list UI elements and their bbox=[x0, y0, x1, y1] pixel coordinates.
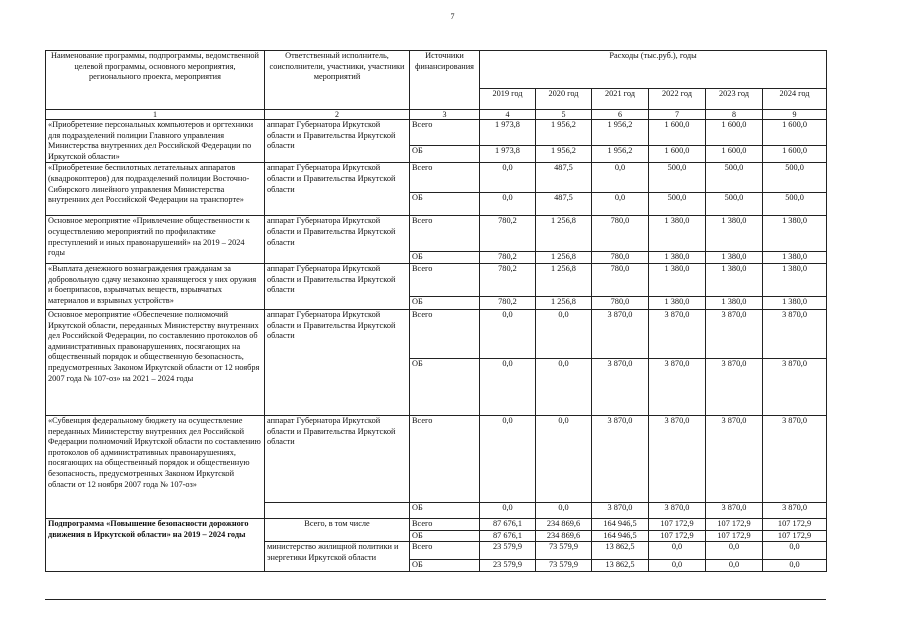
value-cell: 234 869,6 bbox=[536, 530, 592, 542]
column-index: 8 bbox=[706, 110, 763, 120]
value-cell: 3 870,0 bbox=[763, 310, 827, 359]
funding-source: Всего bbox=[410, 310, 480, 359]
subprogram-ministry: министерство жилищной политики и энергетики Иркутской области bbox=[265, 542, 410, 572]
value-cell: 1 956,2 bbox=[536, 120, 592, 146]
executor-name: аппарат Губернатора Иркутской области и Правительства Иркутской области bbox=[265, 120, 410, 163]
value-cell: 0,0 bbox=[649, 560, 706, 572]
funding-source: ОБ bbox=[410, 560, 480, 572]
value-cell: 3 870,0 bbox=[706, 310, 763, 359]
value-cell: 0,0 bbox=[763, 560, 827, 572]
funding-source: Всего bbox=[410, 216, 480, 252]
value-cell: 107 172,9 bbox=[649, 530, 706, 542]
column-index: 7 bbox=[649, 110, 706, 120]
value-cell: 73 579,9 bbox=[536, 542, 592, 560]
value-cell: 107 172,9 bbox=[649, 519, 706, 531]
value-cell: 1 256,8 bbox=[536, 264, 592, 297]
value-cell: 1 380,0 bbox=[706, 297, 763, 310]
value-cell: 3 870,0 bbox=[592, 310, 649, 359]
measure-name: Основное мероприятие «Обеспечение полномочий Иркутской области, переданных Министерству внутренних дел Российской Федерации, по составлению протоколов об административных правонарушениях, посягающих на общественный порядок и общественную безопасность, предусмотренных Законом Иркутской области от 12 ноября 2007 года № 107-оз» на 2021 – 2024 годы bbox=[46, 310, 265, 416]
value-cell: 1 973,8 bbox=[480, 120, 536, 146]
value-cell: 3 870,0 bbox=[592, 503, 649, 519]
value-cell: 0,0 bbox=[592, 163, 649, 193]
value-cell: 3 870,0 bbox=[649, 416, 706, 503]
value-cell: 0,0 bbox=[536, 359, 592, 416]
funding-source: ОБ bbox=[410, 145, 480, 163]
value-cell: 1 380,0 bbox=[763, 297, 827, 310]
funding-source: ОБ bbox=[410, 359, 480, 416]
measure-name: «Приобретение беспилотных летательных аппаратов (квадрокоптеров) для подразделений полиции Восточно-Сибирского линейного управления Министерства внутренних дел Российской Федерации на транспорте» bbox=[46, 163, 265, 216]
value-cell: 3 870,0 bbox=[763, 503, 827, 519]
value-cell: 3 870,0 bbox=[592, 359, 649, 416]
header-year: 2024 год bbox=[763, 89, 827, 110]
value-cell: 780,2 bbox=[480, 297, 536, 310]
value-cell: 3 870,0 bbox=[649, 310, 706, 359]
value-cell: 1 256,8 bbox=[536, 252, 592, 264]
executor-name: аппарат Губернатора Иркутской области и Правительства Иркутской области bbox=[265, 416, 410, 503]
table-row bbox=[46, 120, 827, 146]
value-cell: 780,0 bbox=[592, 297, 649, 310]
value-cell: 1 380,0 bbox=[649, 264, 706, 297]
table-row bbox=[46, 216, 827, 252]
value-cell: 87 676,1 bbox=[480, 519, 536, 531]
funding-source: ОБ bbox=[410, 193, 480, 216]
value-cell: 1 380,0 bbox=[706, 264, 763, 297]
value-cell: 500,0 bbox=[763, 193, 827, 216]
executor-empty bbox=[265, 503, 410, 519]
funding-source: Всего bbox=[410, 542, 480, 560]
header-year: 2022 год bbox=[649, 89, 706, 110]
value-cell: 0,0 bbox=[480, 310, 536, 359]
column-index: 4 bbox=[480, 110, 536, 120]
header-expenses: Расходы (тыс.руб.), годы bbox=[480, 51, 827, 89]
funding-source: Всего bbox=[410, 264, 480, 297]
column-index: 2 bbox=[265, 110, 410, 120]
value-cell: 780,0 bbox=[592, 264, 649, 297]
value-cell: 500,0 bbox=[649, 163, 706, 193]
value-cell: 164 946,5 bbox=[592, 530, 649, 542]
column-index: 9 bbox=[763, 110, 827, 120]
value-cell: 0,0 bbox=[480, 193, 536, 216]
value-cell: 3 870,0 bbox=[763, 416, 827, 503]
value-cell: 3 870,0 bbox=[592, 416, 649, 503]
table-row bbox=[46, 310, 827, 359]
executor-name: аппарат Губернатора Иркутской области и Правительства Иркутской области bbox=[265, 264, 410, 310]
value-cell: 1 380,0 bbox=[649, 297, 706, 310]
value-cell: 234 869,6 bbox=[536, 519, 592, 531]
value-cell: 164 946,5 bbox=[592, 519, 649, 531]
value-cell: 0,0 bbox=[706, 560, 763, 572]
budget-table bbox=[45, 50, 827, 572]
value-cell: 0,0 bbox=[536, 416, 592, 503]
value-cell: 1 956,2 bbox=[592, 145, 649, 163]
value-cell: 500,0 bbox=[706, 193, 763, 216]
funding-source: Всего bbox=[410, 416, 480, 503]
value-cell: 0,0 bbox=[480, 163, 536, 193]
value-cell: 0,0 bbox=[536, 310, 592, 359]
value-cell: 1 380,0 bbox=[706, 252, 763, 264]
value-cell: 1 956,2 bbox=[536, 145, 592, 163]
value-cell: 1 600,0 bbox=[649, 120, 706, 146]
header-source: Источники финансирования bbox=[410, 51, 480, 110]
subprogram-total-label: Всего, в том числе bbox=[265, 519, 410, 542]
value-cell: 3 870,0 bbox=[706, 503, 763, 519]
table-row bbox=[46, 264, 827, 297]
value-cell: 780,0 bbox=[592, 252, 649, 264]
value-cell: 3 870,0 bbox=[706, 359, 763, 416]
funding-source: ОБ bbox=[410, 297, 480, 310]
header-year: 2021 год bbox=[592, 89, 649, 110]
executor-name: аппарат Губернатора Иркутской области и Правительства Иркутской области bbox=[265, 216, 410, 264]
value-cell: 0,0 bbox=[480, 359, 536, 416]
value-cell: 1 600,0 bbox=[649, 145, 706, 163]
value-cell: 1 380,0 bbox=[763, 264, 827, 297]
value-cell: 500,0 bbox=[649, 193, 706, 216]
column-index: 1 bbox=[46, 110, 265, 120]
value-cell: 3 870,0 bbox=[649, 359, 706, 416]
value-cell: 3 870,0 bbox=[706, 416, 763, 503]
value-cell: 23 579,9 bbox=[480, 560, 536, 572]
column-index: 6 bbox=[592, 110, 649, 120]
value-cell: 3 870,0 bbox=[763, 359, 827, 416]
value-cell: 0,0 bbox=[480, 416, 536, 503]
value-cell: 107 172,9 bbox=[706, 519, 763, 531]
table-row bbox=[46, 163, 827, 193]
value-cell: 0,0 bbox=[763, 542, 827, 560]
header-year: 2020 год bbox=[536, 89, 592, 110]
funding-source: Всего bbox=[410, 163, 480, 193]
value-cell: 13 862,5 bbox=[592, 560, 649, 572]
funding-source: Всего bbox=[410, 519, 480, 531]
funding-source: ОБ bbox=[410, 530, 480, 542]
value-cell: 780,2 bbox=[480, 264, 536, 297]
value-cell: 1 380,0 bbox=[763, 252, 827, 264]
value-cell: 780,2 bbox=[480, 252, 536, 264]
header-name: Наименование программы, подпрограммы, ведомственной целевой программы, основного мероприятия, регионального проекта, мероприятия bbox=[46, 51, 265, 110]
value-cell: 500,0 bbox=[706, 163, 763, 193]
table-continuation-edge bbox=[45, 599, 826, 600]
value-cell: 1 600,0 bbox=[763, 120, 827, 146]
value-cell: 107 172,9 bbox=[763, 519, 827, 531]
page-number: 7 bbox=[450, 12, 455, 21]
value-cell: 487,5 bbox=[536, 163, 592, 193]
value-cell: 0,0 bbox=[706, 542, 763, 560]
value-cell: 0,0 bbox=[536, 503, 592, 519]
value-cell: 107 172,9 bbox=[763, 530, 827, 542]
value-cell: 0,0 bbox=[649, 542, 706, 560]
value-cell: 1 600,0 bbox=[706, 120, 763, 146]
column-index: 3 bbox=[410, 110, 480, 120]
executor-name: аппарат Губернатора Иркутской области и Правительства Иркутской области bbox=[265, 163, 410, 216]
value-cell: 500,0 bbox=[763, 163, 827, 193]
value-cell: 87 676,1 bbox=[480, 530, 536, 542]
table-row bbox=[46, 416, 827, 503]
header-year: 2023 год bbox=[706, 89, 763, 110]
value-cell: 487,5 bbox=[536, 193, 592, 216]
value-cell: 13 862,5 bbox=[592, 542, 649, 560]
value-cell: 1 956,2 bbox=[592, 120, 649, 146]
measure-name: «Субвенция федеральному бюджету на осуществление переданных Министерству внутренних дел Российской Федерации полномочий Иркутской области по составлению протоколов об административных правонарушениях, посягающих на общественный порядок и общественную безопасность, предусмотренных Законом Иркутской области от 12 ноября 2007 года № 107-оз» bbox=[46, 416, 265, 519]
value-cell: 1 380,0 bbox=[706, 216, 763, 252]
funding-source: ОБ bbox=[410, 252, 480, 264]
executor-name: аппарат Губернатора Иркутской области и Правительства Иркутской области bbox=[265, 310, 410, 416]
measure-name: «Приобретение персональных компьютеров и оргтехники для подразделений полиции Главного управления Министерства внутренних дел Российской Федерации по Иркутской области» bbox=[46, 120, 265, 163]
value-cell: 23 579,9 bbox=[480, 542, 536, 560]
value-cell: 1 380,0 bbox=[649, 216, 706, 252]
measure-name: «Выплата денежного вознаграждения гражданам за добровольную сдачу незаконно хранящегося у них оружия и боеприпасов, взрывчатых веществ, взрывчатых материалов и взрывных устройств» bbox=[46, 264, 265, 310]
value-cell: 1 973,8 bbox=[480, 145, 536, 163]
funding-source: Всего bbox=[410, 120, 480, 146]
table-row bbox=[46, 519, 827, 531]
value-cell: 780,2 bbox=[480, 216, 536, 252]
header-executor: Ответственный исполнитель, соисполнители, участники, участники мероприятий bbox=[265, 51, 410, 110]
subprogram-name: Подпрограмма «Повышение безопасности дорожного движения в Иркутской области» на 2019 – 2024 годы bbox=[46, 519, 265, 572]
value-cell: 1 600,0 bbox=[763, 145, 827, 163]
value-cell: 107 172,9 bbox=[706, 530, 763, 542]
value-cell: 3 870,0 bbox=[649, 503, 706, 519]
value-cell: 1 380,0 bbox=[649, 252, 706, 264]
value-cell: 0,0 bbox=[480, 503, 536, 519]
value-cell: 73 579,9 bbox=[536, 560, 592, 572]
funding-source: ОБ bbox=[410, 503, 480, 519]
header-year: 2019 год bbox=[480, 89, 536, 110]
value-cell: 1 256,8 bbox=[536, 216, 592, 252]
value-cell: 0,0 bbox=[592, 193, 649, 216]
value-cell: 1 600,0 bbox=[706, 145, 763, 163]
value-cell: 1 380,0 bbox=[763, 216, 827, 252]
value-cell: 780,0 bbox=[592, 216, 649, 252]
measure-name: Основное мероприятие «Привлечение общественности к осуществлению мероприятий по профилактике преступлений и иных правонарушений» на 2019 – 2024 годы bbox=[46, 216, 265, 264]
value-cell: 1 256,8 bbox=[536, 297, 592, 310]
column-index: 5 bbox=[536, 110, 592, 120]
